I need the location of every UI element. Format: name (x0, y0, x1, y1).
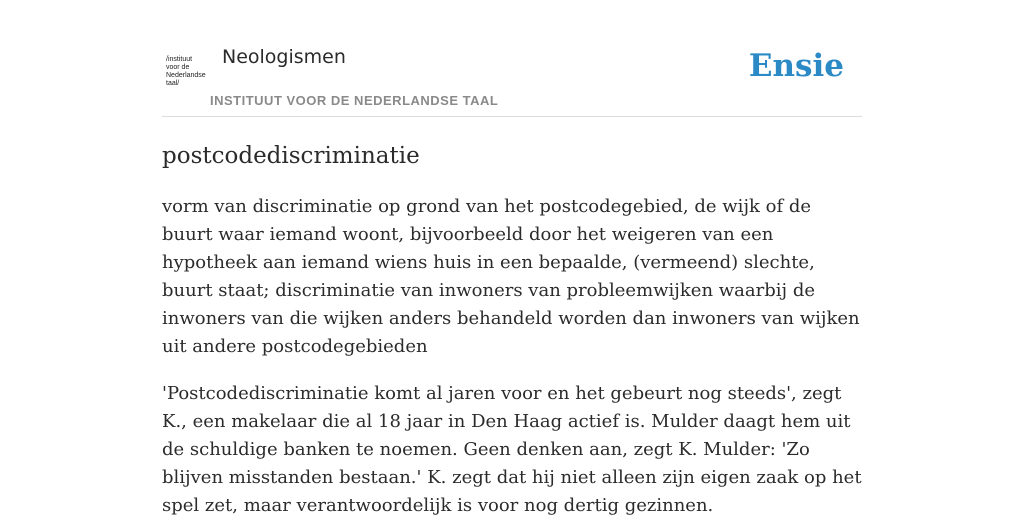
page (162, 0, 862, 520)
site-name-link[interactable]: Neologismen (222, 46, 346, 68)
institute-name: INSTITUUT VOOR DE NEDERLANDSE TAAL (210, 93, 499, 108)
ensie-logo-link[interactable]: Ensie (748, 48, 844, 84)
page-title: postcodediscriminatie (162, 143, 420, 169)
institute-logo[interactable] (166, 56, 208, 90)
logo-line: taal/ (166, 80, 180, 87)
logo-line: /instituut (166, 56, 193, 63)
definition-text: vorm van discriminatie op grond van het postcodegebied, de wijk of de buurt waar iemand woont, bijvoorbeeld door het weigeren van een hypotheek aan iemand wiens huis in een bepaalde, (vermeend) slechte, buurt staat; discriminatie van inwoners van probleemwijken waarbij de inwoners van die wijken anders behandeld worden dan inwoners van wijken uit andere postcodegebieden (162, 196, 860, 357)
logo-line: voor de (166, 64, 190, 71)
example-quote: 'Postcodediscriminatie komt al jaren voor en het gebeurt nog steeds', zegt K., een makelaar die al 18 jaar in Den Haag actief is. Mulder daagt hem uit de schuldige banken te noemen. Geen denken aan, zegt K. Mulder: 'Zo blijven misstanden bestaan.' K. zegt dat hij niet alleen zijn eigen zaak op het spel zet, maar verantwoordelijk is voor nog dertig gezinnen. (162, 383, 862, 516)
header (162, 0, 862, 117)
logo-line: Nederlandse (166, 72, 206, 79)
